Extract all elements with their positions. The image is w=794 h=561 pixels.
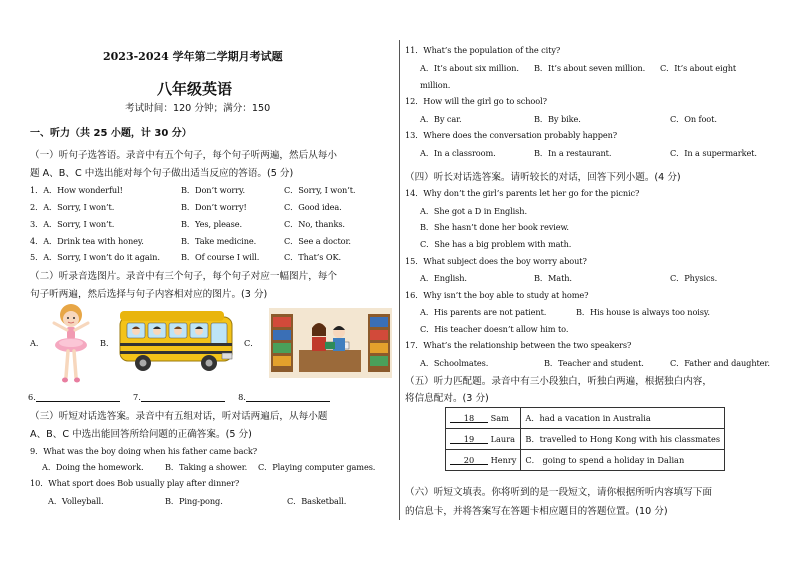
blank-7[interactable] — [141, 392, 225, 402]
q14-b: B．She hasn’t done her book review. — [420, 222, 569, 232]
sec5-instr-line2: 将信息配对。(3 分) — [405, 393, 489, 404]
matching-table — [445, 407, 725, 471]
match-name-sam: Sam — [490, 413, 509, 423]
q3-c: C．No, thanks. — [284, 219, 345, 229]
sec2-instr-line1: （二）听录音选图片。录音中有三个句子，每个句子对应一幅图片，每个 — [30, 271, 337, 282]
blank-8-label: 8. — [238, 392, 246, 402]
sec4-instr: （四）听长对话选答案。请听较长的对话，回答下列小题。(4 分) — [405, 172, 681, 183]
match-num-18: 18 — [463, 413, 475, 423]
q11-b: B．It’s about seven million. — [534, 63, 646, 73]
q16-a: A．His parents are not patient. — [420, 307, 547, 317]
q15-a: A．English. — [420, 273, 467, 283]
q12-b: B．By bike. — [534, 114, 581, 124]
q16-c: C．His teacher doesn’t allow him to. — [420, 324, 569, 334]
subject-title: 八年级英语 — [157, 80, 233, 98]
q15-c: C．Physics. — [670, 273, 718, 283]
school-bus-image — [117, 307, 237, 375]
q11-c-cont: million. — [420, 80, 451, 90]
sec2-instr-line2: 句子听两遍，然后选择与句子内容相对应的图片。(3 分) — [30, 289, 268, 300]
q16-b: B．His house is always too noisy. — [576, 307, 710, 317]
q9-b: B．Taking a shower. — [165, 462, 248, 472]
library-image — [269, 308, 392, 378]
q5-b: B．Of course I will. — [181, 252, 260, 262]
q11: 11．What’s the population of the city? — [405, 45, 561, 55]
q13-b: B．In a restaurant. — [534, 148, 612, 158]
q2-c: C．Good idea. — [284, 202, 342, 212]
match-num-20: 20 — [463, 455, 475, 465]
q5-c: C．That’s OK. — [284, 252, 341, 262]
match-option-a: A．had a vacation in Australia — [521, 408, 725, 429]
q17-a: A．Schoolmates. — [420, 358, 489, 368]
q4-a: 4．A．Drink tea with honey. — [30, 236, 144, 246]
match-name-henry: Henry — [490, 455, 517, 465]
q15-b: B．Math. — [534, 273, 572, 283]
q12: 12．How will the girl go to school? — [405, 96, 547, 106]
q3-b: B．Yes, please. — [181, 219, 242, 229]
match-row — [446, 429, 725, 450]
q13: 13．Where does the conversation probably happen? — [405, 130, 618, 140]
match-row — [446, 408, 725, 429]
match-left-18 — [446, 408, 521, 429]
blank-7-label: 7. — [133, 392, 141, 402]
answer-blanks-6-8 — [28, 392, 330, 402]
match-name-laura: Laura — [490, 434, 515, 444]
exam-title: 2023-2024 学年第二学期月考试题 — [103, 50, 283, 63]
q9-c: C．Playing computer games. — [258, 462, 376, 472]
q12-c: C．On foot. — [670, 114, 717, 124]
q14-a: A．She got a D in English. — [420, 206, 527, 216]
match-left-19 — [446, 429, 521, 450]
q16: 16．Why isn’t the boy able to study at home? — [405, 290, 589, 300]
q9-a: A．Doing the homework. — [42, 462, 144, 472]
q5-a: 5．A．Sorry, I won’t do it again. — [30, 252, 160, 262]
q10-c: C．Basketball. — [287, 496, 347, 506]
ballerina-image — [48, 303, 94, 385]
q9: 9．What was the boy doing when his father came back? — [30, 446, 258, 456]
sec5-instr-line1: （五）听力匹配题。录音中有三小段独白，听独白两遍，根据独白内容， — [405, 376, 712, 387]
q14: 14．Why don’t the girl’s parents let her go for the picnic? — [405, 188, 640, 198]
q1-c: C．Sorry, I won’t. — [284, 185, 356, 195]
sec6-instr-line2: 的信息卡，并将答案写在答题卡相应题目的答题位置。(10 分) — [405, 506, 668, 517]
q17: 17．What’s the relationship between the two speakers? — [405, 340, 632, 350]
match-option-c: C． going to spend a holiday in Dalian — [521, 450, 725, 471]
q17-c: C．Father and daughter. — [670, 358, 770, 368]
blank-19[interactable] — [450, 434, 488, 444]
blank-8[interactable] — [246, 392, 330, 402]
q14-c: C．She has a big problem with math. — [420, 239, 572, 249]
q11-c: C．It’s about eight — [660, 63, 737, 73]
q17-b: B．Teacher and student. — [544, 358, 644, 368]
q1-a: 1．A．How wonderful! — [30, 185, 123, 195]
pic-b-label: B． — [100, 338, 115, 348]
blank-18[interactable] — [450, 413, 488, 423]
match-row — [446, 450, 725, 471]
sec6-instr-line1: （六）听短文填表。你将听到的是一段短文，请你根据所听内容填写下面 — [405, 487, 712, 498]
sec1-instr-line2: 题 A、B、C 中选出能对每个句子做出适当反应的答语。(5 分) — [30, 168, 294, 179]
q4-c: C．See a doctor. — [284, 236, 351, 246]
q1-b: B．Don’t worry. — [181, 185, 245, 195]
pic-c-label: C． — [244, 338, 259, 348]
q13-a: A．In a classroom. — [420, 148, 496, 158]
q2-b: B．Don’t worry! — [181, 202, 247, 212]
sec1-instr-line1: （一）听句子选答语。录音中有五个句子，每个句子听两遍，然后从每小 — [30, 150, 337, 161]
q3-a: 3．A．Sorry, I won’t. — [30, 219, 115, 229]
blank-20[interactable] — [450, 455, 488, 465]
q12-a: A．By car. — [420, 114, 462, 124]
q2-a: 2．A．Sorry, I won’t. — [30, 202, 115, 212]
blank-6[interactable] — [36, 392, 120, 402]
q13-c: C．In a supermarket. — [670, 148, 757, 158]
q10-b: B．Ping-pong. — [165, 496, 223, 506]
match-num-19: 19 — [463, 434, 475, 444]
sec3-instr-line2: A、B、C 中选出能回答所给问题的正确答案。(5 分) — [30, 429, 252, 440]
q15: 15．What subject does the boy worry about? — [405, 256, 587, 266]
q4-b: B．Take medicine. — [181, 236, 257, 246]
sec3-instr-line1: （三）听短对话选答案。录音中有五组对话，听对话两遍后，从每小题 — [30, 411, 328, 422]
match-left-20 — [446, 450, 521, 471]
q10: 10．What sport does Bob usually play after dinner? — [30, 478, 240, 488]
exam-info: 考试时间：120 分钟；满分：150 — [125, 103, 271, 114]
pic-a-label: A． — [30, 338, 45, 348]
blank-6-label: 6. — [28, 392, 36, 402]
q11-a: A．It’s about six million. — [420, 63, 519, 73]
column-divider — [399, 40, 400, 520]
q10-a: A．Volleyball. — [48, 496, 104, 506]
match-option-b: B．travelled to Hong Kong with his classmates — [521, 429, 725, 450]
part1-heading: 一、听力（共 25 小题，计 30 分） — [30, 128, 192, 139]
